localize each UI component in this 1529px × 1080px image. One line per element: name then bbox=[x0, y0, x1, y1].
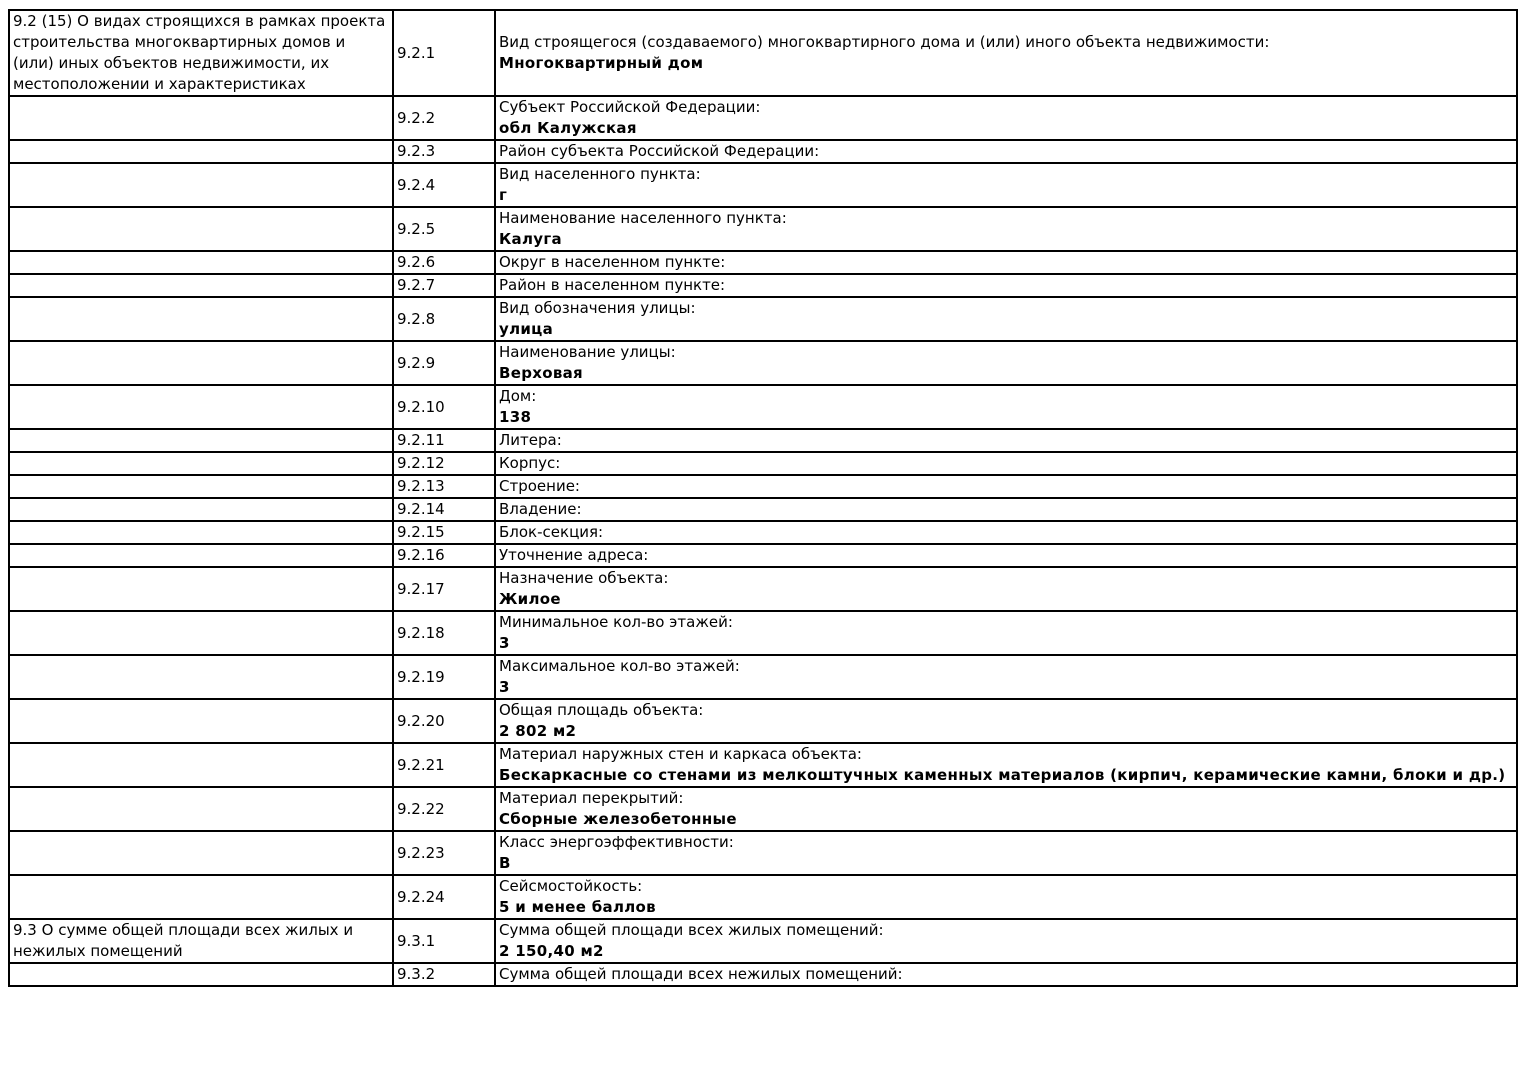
field-label: Класс энергоэффективности: bbox=[499, 833, 734, 851]
field-value: Сборные железобетонные bbox=[499, 810, 737, 828]
row-number-cell: 9.2.22 bbox=[393, 787, 495, 831]
section-title-cell bbox=[9, 475, 393, 498]
table-row bbox=[9, 787, 1517, 831]
field-label: Владение: bbox=[499, 500, 582, 518]
section-title-cell bbox=[9, 498, 393, 521]
row-number-cell: 9.2.24 bbox=[393, 875, 495, 919]
table-row bbox=[9, 96, 1517, 140]
field-value: 2 150,40 м2 bbox=[499, 942, 604, 960]
field-value: улица bbox=[499, 320, 554, 338]
row-number-cell: 9.2.8 bbox=[393, 297, 495, 341]
field-label: Округ в населенном пункте: bbox=[499, 253, 726, 271]
section-title-cell bbox=[9, 655, 393, 699]
row-number-cell: 9.2.2 bbox=[393, 96, 495, 140]
row-content-cell bbox=[495, 207, 1517, 251]
field-label: Сумма общей площади всех нежилых помещений: bbox=[499, 965, 903, 983]
row-content-cell bbox=[495, 297, 1517, 341]
field-value: обл Калужская bbox=[499, 119, 637, 137]
row-content-cell bbox=[495, 140, 1517, 163]
field-value: Верховая bbox=[499, 364, 583, 382]
section-title-cell bbox=[9, 96, 393, 140]
row-number-cell: 9.2.21 bbox=[393, 743, 495, 787]
section-title-cell bbox=[9, 567, 393, 611]
field-value: 2 802 м2 bbox=[499, 722, 577, 740]
row-content-cell bbox=[495, 385, 1517, 429]
row-content-cell bbox=[495, 544, 1517, 567]
row-content-cell bbox=[495, 919, 1517, 963]
field-label: Наименование улицы: bbox=[499, 343, 676, 361]
row-content-cell bbox=[495, 96, 1517, 140]
row-number-cell: 9.2.23 bbox=[393, 831, 495, 875]
section-title-cell bbox=[9, 611, 393, 655]
section-title-cell bbox=[9, 297, 393, 341]
row-number-cell: 9.2.9 bbox=[393, 341, 495, 385]
section-title-cell bbox=[9, 787, 393, 831]
section-title-cell bbox=[9, 544, 393, 567]
row-number-cell: 9.2.13 bbox=[393, 475, 495, 498]
field-label: Общая площадь объекта: bbox=[499, 701, 704, 719]
field-label: Субъект Российской Федерации: bbox=[499, 98, 761, 116]
field-label: Строение: bbox=[499, 477, 580, 495]
section-title-cell bbox=[9, 429, 393, 452]
row-content-cell bbox=[495, 498, 1517, 521]
table-row bbox=[9, 567, 1517, 611]
section-title-cell bbox=[9, 207, 393, 251]
row-number-cell: 9.2.6 bbox=[393, 251, 495, 274]
table-row bbox=[9, 274, 1517, 297]
field-label: Минимальное кол-во этажей: bbox=[499, 613, 733, 631]
section-title-cell bbox=[9, 875, 393, 919]
row-number-cell: 9.2.1 bbox=[393, 10, 495, 96]
row-content-cell bbox=[495, 787, 1517, 831]
declaration-table-body bbox=[9, 10, 1517, 986]
field-value: Бескаркасные со стенами из мелкоштучных каменных материалов (кирпич, керамические камни, блоки и др.) bbox=[499, 766, 1506, 784]
section-title-cell bbox=[9, 140, 393, 163]
section-title-cell bbox=[9, 251, 393, 274]
row-number-cell: 9.3.1 bbox=[393, 919, 495, 963]
row-content-cell bbox=[495, 831, 1517, 875]
table-row bbox=[9, 544, 1517, 567]
declaration-table bbox=[8, 9, 1518, 987]
row-content-cell bbox=[495, 163, 1517, 207]
table-row bbox=[9, 611, 1517, 655]
field-label: Материал перекрытий: bbox=[499, 789, 684, 807]
row-content-cell bbox=[495, 429, 1517, 452]
table-row bbox=[9, 429, 1517, 452]
row-number-cell: 9.2.3 bbox=[393, 140, 495, 163]
section-title-cell bbox=[9, 341, 393, 385]
row-content-cell bbox=[495, 475, 1517, 498]
row-content-cell bbox=[495, 251, 1517, 274]
section-title-cell bbox=[9, 163, 393, 207]
field-value: 138 bbox=[499, 408, 532, 426]
table-row bbox=[9, 875, 1517, 919]
row-number-cell: 9.2.11 bbox=[393, 429, 495, 452]
row-content-cell bbox=[495, 963, 1517, 986]
field-label: Уточнение адреса: bbox=[499, 546, 649, 564]
table-row bbox=[9, 251, 1517, 274]
field-value: г bbox=[499, 186, 508, 204]
section-title-cell: 9.2 (15) О видах строящихся в рамках проекта строительства многоквартирных домов и (или) иных объектов недвижимости, их местоположении и характеристиках bbox=[9, 10, 393, 96]
section-title-cell bbox=[9, 963, 393, 986]
row-number-cell: 9.2.12 bbox=[393, 452, 495, 475]
table-row bbox=[9, 699, 1517, 743]
field-label: Наименование населенного пункта: bbox=[499, 209, 787, 227]
table-row bbox=[9, 10, 1517, 96]
row-number-cell: 9.2.7 bbox=[393, 274, 495, 297]
row-number-cell: 9.2.16 bbox=[393, 544, 495, 567]
field-label: Вид обозначения улицы: bbox=[499, 299, 696, 317]
field-label: Назначение объекта: bbox=[499, 569, 669, 587]
table-row bbox=[9, 297, 1517, 341]
row-content-cell bbox=[495, 341, 1517, 385]
row-content-cell bbox=[495, 655, 1517, 699]
table-row bbox=[9, 475, 1517, 498]
field-label: Максимальное кол-во этажей: bbox=[499, 657, 740, 675]
row-content-cell bbox=[495, 274, 1517, 297]
section-title-cell bbox=[9, 452, 393, 475]
row-number-cell: 9.2.20 bbox=[393, 699, 495, 743]
field-label: Дом: bbox=[499, 387, 537, 405]
field-label: Сейсмостойкость: bbox=[499, 877, 643, 895]
row-content-cell bbox=[495, 875, 1517, 919]
row-number-cell: 9.2.19 bbox=[393, 655, 495, 699]
table-row bbox=[9, 521, 1517, 544]
table-row bbox=[9, 385, 1517, 429]
row-number-cell: 9.2.15 bbox=[393, 521, 495, 544]
field-label: Литера: bbox=[499, 431, 562, 449]
table-row bbox=[9, 163, 1517, 207]
field-value: Калуга bbox=[499, 230, 562, 248]
field-label: Район в населенном пункте: bbox=[499, 276, 726, 294]
row-number-cell: 9.2.14 bbox=[393, 498, 495, 521]
field-label: Сумма общей площади всех жилых помещений: bbox=[499, 921, 884, 939]
row-content-cell bbox=[495, 611, 1517, 655]
table-row bbox=[9, 207, 1517, 251]
section-title-cell bbox=[9, 521, 393, 544]
section-title-cell: 9.3 О сумме общей площади всех жилых и нежилых помещений bbox=[9, 919, 393, 963]
row-number-cell: 9.2.18 bbox=[393, 611, 495, 655]
table-row bbox=[9, 743, 1517, 787]
field-label: Район субъекта Российской Федерации: bbox=[499, 142, 820, 160]
row-content-cell bbox=[495, 567, 1517, 611]
table-row bbox=[9, 655, 1517, 699]
section-title-cell bbox=[9, 385, 393, 429]
row-number-cell: 9.2.10 bbox=[393, 385, 495, 429]
table-row bbox=[9, 919, 1517, 963]
field-label: Вид строящегося (создаваемого) многоквартирного дома и (или) иного объекта недвижимости: bbox=[499, 33, 1270, 51]
row-content-cell bbox=[495, 10, 1517, 96]
field-label: Вид населенного пункта: bbox=[499, 165, 701, 183]
row-number-cell: 9.3.2 bbox=[393, 963, 495, 986]
table-row bbox=[9, 498, 1517, 521]
table-row bbox=[9, 341, 1517, 385]
field-value: Жилое bbox=[499, 590, 561, 608]
section-title-cell bbox=[9, 274, 393, 297]
row-content-cell bbox=[495, 743, 1517, 787]
field-value: 3 bbox=[499, 678, 510, 696]
table-row bbox=[9, 963, 1517, 986]
section-title-cell bbox=[9, 743, 393, 787]
table-row bbox=[9, 452, 1517, 475]
table-row bbox=[9, 831, 1517, 875]
field-label: Блок-секция: bbox=[499, 523, 604, 541]
field-label: Корпус: bbox=[499, 454, 561, 472]
row-content-cell bbox=[495, 452, 1517, 475]
row-number-cell: 9.2.5 bbox=[393, 207, 495, 251]
section-title-cell bbox=[9, 831, 393, 875]
field-value: 3 bbox=[499, 634, 510, 652]
field-label: Материал наружных стен и каркаса объекта: bbox=[499, 745, 862, 763]
table-row bbox=[9, 140, 1517, 163]
section-title-cell bbox=[9, 699, 393, 743]
field-value: В bbox=[499, 854, 511, 872]
row-content-cell bbox=[495, 521, 1517, 544]
row-number-cell: 9.2.17 bbox=[393, 567, 495, 611]
field-value: 5 и менее баллов bbox=[499, 898, 656, 916]
row-content-cell bbox=[495, 699, 1517, 743]
row-number-cell: 9.2.4 bbox=[393, 163, 495, 207]
field-value: Многоквартирный дом bbox=[499, 54, 704, 72]
